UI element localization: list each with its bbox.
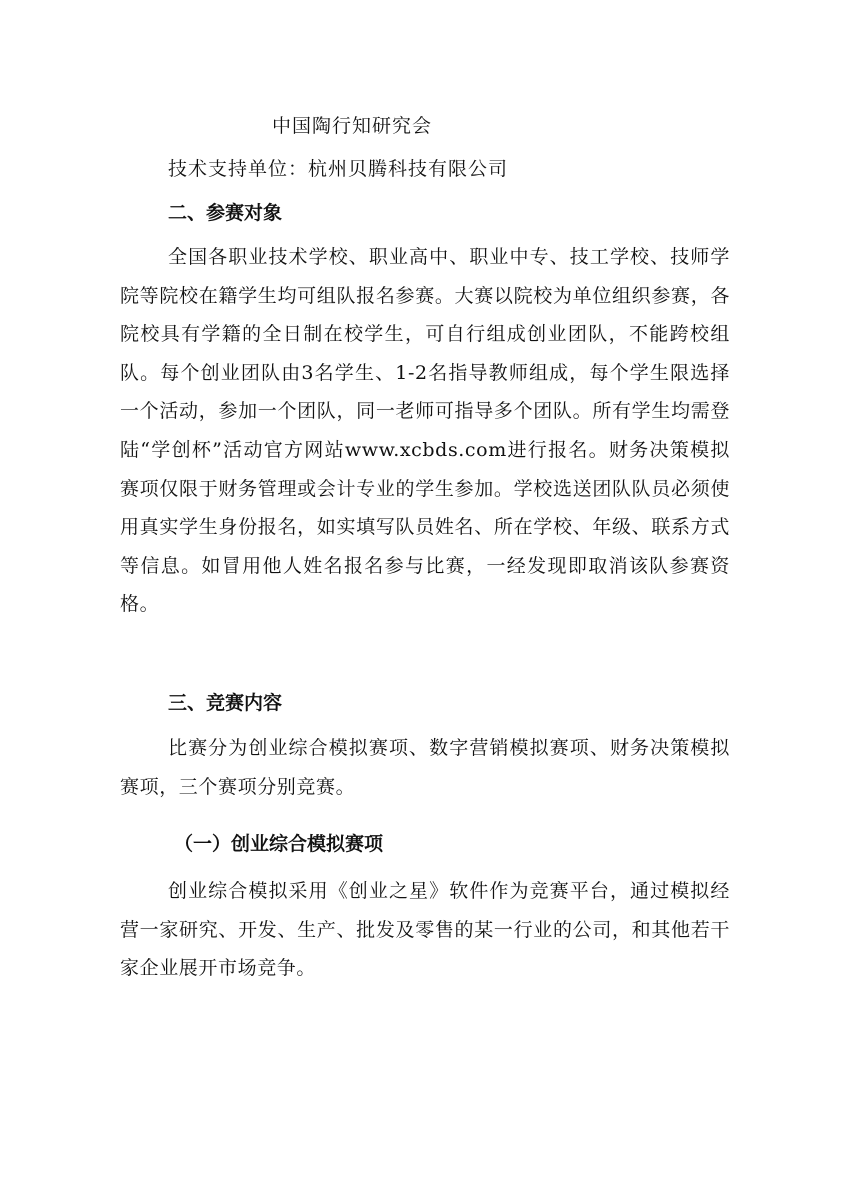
organization-name: 中国陶行知研究会 xyxy=(272,115,433,137)
section-paragraph-participants: 全国各职业技术学校、职业高中、职业中专、技工学校、技师学院等院校在籍学生均可组队报名参赛。大赛以院校为单位组织参赛，各院校具有学籍的全日制在校学生，可自行组成创业团队，不能跨校组队。每个创业团队由3名学生、1-2名指导教师组成，每个学生限选择一个活动，参加一个团队，同一老师可指导多个团队。所有学生均需登陆“学创杯”活动官方网站www.xcbds.com进行报名。财务决策模拟赛项仅限于财务管理或会计专业的学生参加。学校选送团队队员必须使用真实学生身份报名，如实填写队员姓名、所在学校、年级、联系方式等信息。如冒用他人姓名报名参与比赛，一经发现即取消该队参赛资格。 xyxy=(120,246,730,616)
section-paragraph-content: 比赛分为创业综合模拟赛项、数字营销模拟赛项、财务决策模拟赛项，三个赛项分别竞赛。 xyxy=(120,737,730,798)
subsection-heading-entrepreneurship: （一）创业综合模拟赛项 xyxy=(174,833,384,855)
subsection-paragraph-entrepreneurship: 创业综合模拟采用《创业之星》软件作为竞赛平台，通过模拟经营一家研究、开发、生产、批发及零售的某一行业的公司，和其他若干家企业展开市场竞争。 xyxy=(120,880,730,980)
section-heading-participants: 二、参赛对象 xyxy=(168,202,283,224)
section-heading-content: 三、竞赛内容 xyxy=(168,692,283,714)
tech-support-line: 技术支持单位：杭州贝腾科技有限公司 xyxy=(168,158,509,180)
